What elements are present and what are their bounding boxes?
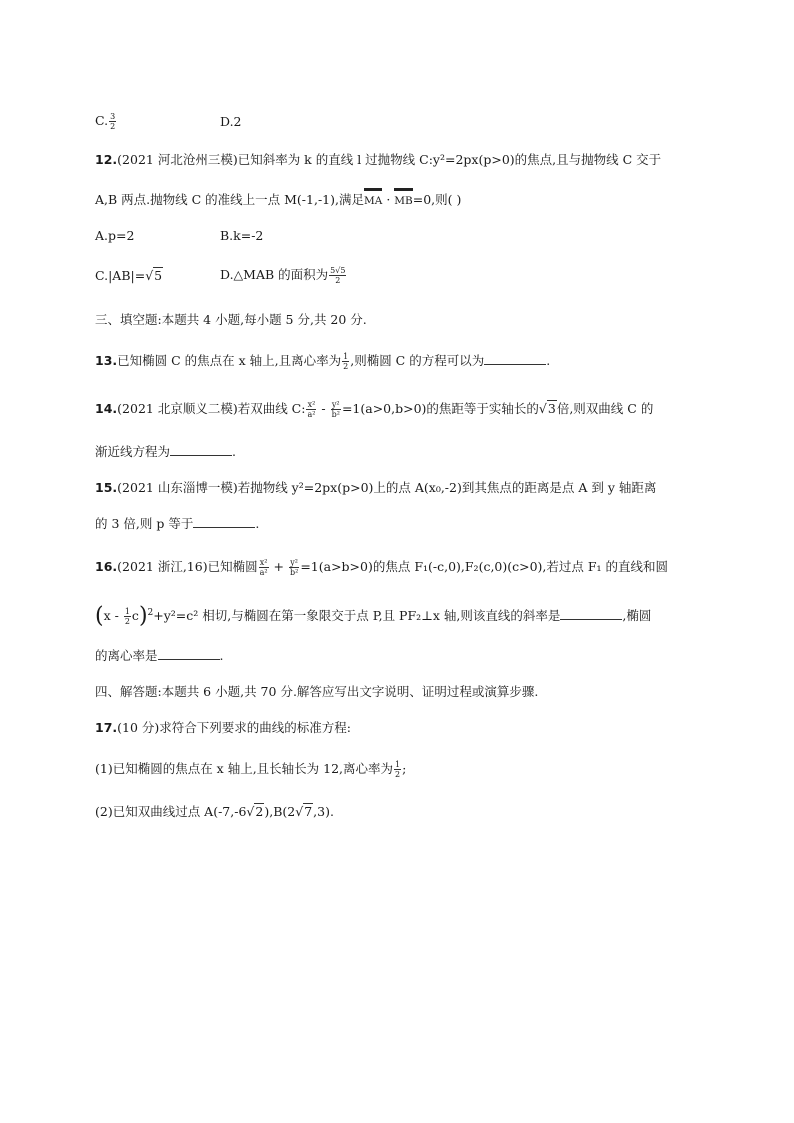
answer-blank[interactable] xyxy=(193,516,255,528)
q15-line-1 xyxy=(95,480,656,496)
question-text: 的离心率是 xyxy=(95,648,158,663)
fraction: $\frac{1}{2}$ xyxy=(395,760,401,779)
fraction: $\frac{1}{2}$ xyxy=(343,352,349,371)
question-text: 的 3 倍,则 p 等于 xyxy=(95,516,194,531)
q12-option-c xyxy=(95,268,163,284)
q11-option-c xyxy=(95,112,117,131)
fraction: $\frac{\text{x²}}{\text{a²}}$ xyxy=(259,558,268,577)
q17-part-1 xyxy=(95,760,406,779)
question-text: ,椭圆 xyxy=(622,608,652,624)
fraction: $\frac{\text{y²}}{\text{b²}}$ xyxy=(331,400,340,419)
question-text: 渐近线方程为 xyxy=(95,444,171,459)
punctuation: ; xyxy=(402,761,407,776)
question-text: =1(a>0,b>0)的焦距等于实轴长的 xyxy=(341,401,539,416)
question-text: (2021 北京顺义二模)若双曲线 C: xyxy=(117,401,306,416)
sqrt: √7 xyxy=(295,804,313,819)
question-text: (2021 山东淄博一模)若抛物线 y²=2px(p>0)上的点 A(x₀,-2)到其焦点的距离是点 A 到 y 轴距离 xyxy=(117,480,657,495)
math-text: x - xyxy=(103,608,123,624)
question-text: (2)已知双曲线过点 A(-7,-6 xyxy=(95,804,247,819)
punctuation: . xyxy=(232,444,236,459)
option-text: D.△MAB 的面积为 xyxy=(220,267,329,282)
question-text: 已知椭圆 C 的焦点在 x 轴上,且离心率为 xyxy=(117,353,342,368)
option-text: C.|AB|= xyxy=(95,268,146,283)
q12-option-d xyxy=(220,266,347,285)
q13 xyxy=(95,352,550,371)
question-text: ,则椭圆 C 的方程可以为 xyxy=(350,353,485,368)
q14-line-1 xyxy=(95,400,653,419)
right-paren: ) xyxy=(138,603,148,629)
question-text: +y²=c² 相切,与椭圆在第一象限交于点 P,且 PF₂⊥x 轴,则该直线的斜率是 xyxy=(153,608,561,624)
question-text: (2021 河北沧州三模)已知斜率为 k 的直线 l 过抛物线 C:y²=2px(p>0)的焦点,且与抛物线 C 交于 xyxy=(117,152,662,167)
sqrt: √3 xyxy=(538,401,556,416)
fraction: $\frac{\text{x²}}{\text{a²}}$ xyxy=(307,400,316,419)
sqrt: √5 xyxy=(145,268,163,283)
punctuation: . xyxy=(255,516,260,531)
dot-operator: · xyxy=(386,192,391,207)
answer-blank[interactable] xyxy=(170,444,232,456)
answer-blank[interactable] xyxy=(158,648,220,660)
exponent: 2 xyxy=(147,608,154,618)
answer-blank[interactable] xyxy=(560,608,622,620)
answer-blank[interactable] xyxy=(484,353,546,365)
question-number: 14. xyxy=(95,401,118,416)
question-number: 12. xyxy=(95,152,118,167)
q16-line-2 xyxy=(95,600,651,630)
question-number: 15. xyxy=(95,480,118,495)
q12-option-a: A.p=2 xyxy=(95,228,135,243)
q12-option-b: B.k=-2 xyxy=(220,228,264,243)
sqrt: √2 xyxy=(246,804,264,819)
fraction: $\frac{1}{2}$ xyxy=(124,607,130,627)
question-text: ),B(2 xyxy=(264,804,296,819)
question-number: 13. xyxy=(95,353,118,368)
q15-line-2 xyxy=(95,516,259,532)
fraction: $\frac{\text{y²}}{\text{b²}}$ xyxy=(289,558,299,577)
question-text: A,B 两点.抛物线 C 的准线上一点 M(-1,-1),满足 xyxy=(95,192,364,207)
vector-ma: MA xyxy=(363,195,383,207)
vector-mb: MB xyxy=(394,195,413,207)
left-paren: ( xyxy=(95,603,104,629)
punctuation: . xyxy=(546,353,551,368)
operator: + xyxy=(269,559,288,574)
q14-line-2 xyxy=(95,444,236,460)
question-text: =1(a>b>0)的焦点 F₁(-c,0),F₂(c,0)(c>0),若过点 F₁ 的直线和圆 xyxy=(300,559,669,574)
fraction: $\frac{5√5}{2}$ xyxy=(330,266,346,285)
question-text: (10 分)求符合下列要求的曲线的标准方程: xyxy=(117,720,352,735)
question-text: 倍,则双曲线 C 的 xyxy=(556,401,654,416)
q11-option-d: D.2 xyxy=(220,114,242,129)
section-3-heading: 三、填空题:本题共 4 小题,每小题 5 分,共 20 分. xyxy=(95,312,367,327)
question-text: (2021 浙江,16)已知椭圆 xyxy=(117,559,258,574)
q17 xyxy=(95,720,351,736)
question-number: 16. xyxy=(95,559,118,574)
q12-line-2 xyxy=(95,192,461,209)
question-text: (1)已知椭圆的焦点在 x 轴上,且长轴长为 12,离心率为 xyxy=(95,761,394,776)
punctuation: . xyxy=(219,648,224,663)
q17-part-2 xyxy=(95,804,334,820)
operator: - xyxy=(317,401,330,416)
q16-line-1 xyxy=(95,558,668,577)
math-text: c xyxy=(131,608,139,624)
question-text: =0,则( ) xyxy=(412,192,462,207)
q16-line-3 xyxy=(95,648,224,664)
section-4-heading: 四、解答题:本题共 6 小题,共 70 分.解答应写出文字说明、证明过程或演算步骤. xyxy=(95,684,539,699)
fraction: $\frac{3}{2}$ xyxy=(110,112,116,131)
q12-line-1 xyxy=(95,152,661,168)
question-number: 17. xyxy=(95,720,118,735)
question-text: ,3). xyxy=(313,804,334,819)
option-label: C. xyxy=(95,113,109,128)
